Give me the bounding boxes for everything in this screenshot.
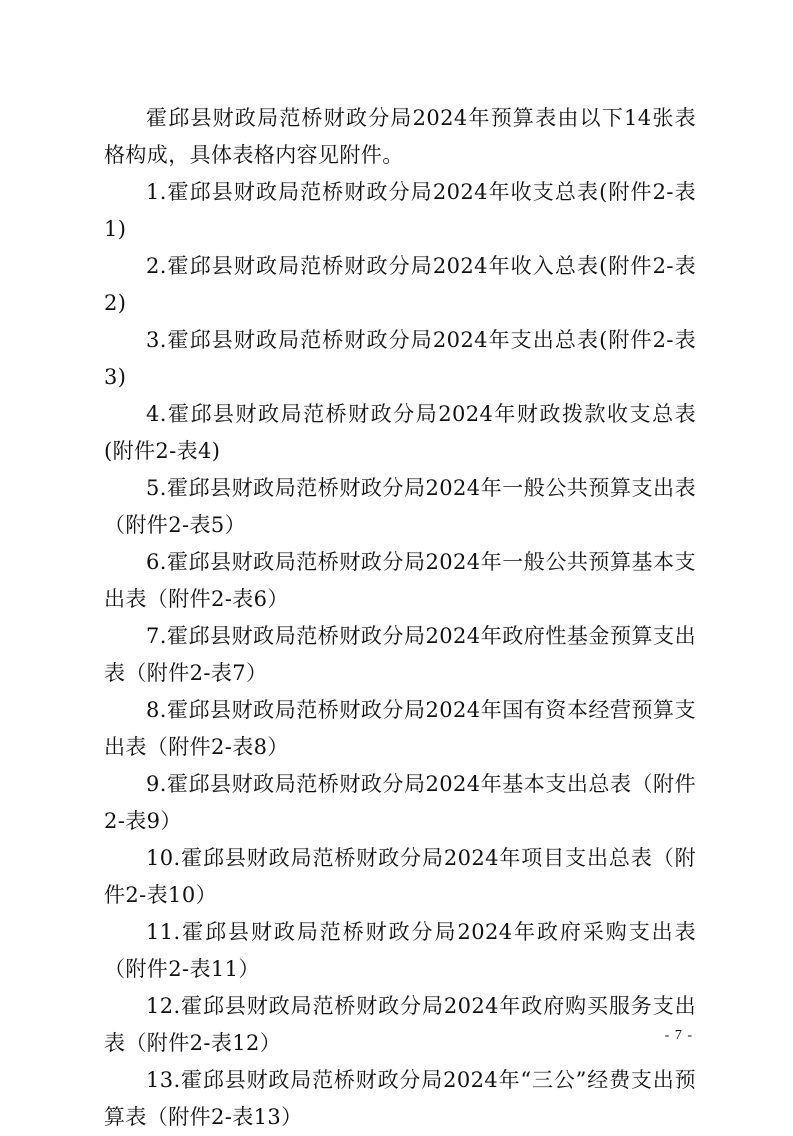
document-body [104,100,696,1136]
intro-paragraph: 霍邱县财政局范桥财政分局2024年预算表由以下14张表格构成，具体表格内容见附件。 [104,106,696,167]
list-item: 1.霍邱县财政局范桥财政分局2024年收支总表(附件2-表1) [104,180,696,241]
list-item: 5.霍邱县财政局范桥财政分局2024年一般公共预算支出表（附件2-表5） [104,476,696,537]
list-item: 11.霍邱县财政局范桥财政分局2024年政府采购支出表（附件2-表11） [104,920,696,981]
list-item: 2.霍邱县财政局范桥财政分局2024年收入总表(附件2-表2) [104,254,696,315]
page-number: - 7 - [664,1028,693,1043]
list-item: 10.霍邱县财政局范桥财政分局2024年项目支出总表（附件2-表10） [104,846,696,907]
list-item: 6.霍邱县财政局范桥财政分局2024年一般公共预算基本支出表（附件2-表6） [104,550,696,611]
list-item: 9.霍邱县财政局范桥财政分局2024年基本支出总表（附件2-表9） [104,772,696,833]
list-item: 7.霍邱县财政局范桥财政分局2024年政府性基金预算支出表（附件2-表7） [104,624,696,685]
list-item: 13.霍邱县财政局范桥财政分局2024年“三公”经费支出预算表（附件2-表13） [104,1068,696,1129]
list-item: 4.霍邱县财政局范桥财政分局2024年财政拨款收支总表(附件2-表4) [104,402,696,463]
list-item: 8.霍邱县财政局范桥财政分局2024年国有资本经营预算支出表（附件2-表8） [104,698,696,759]
list-item: 3.霍邱县财政局范桥财政分局2024年支出总表(附件2-表3) [104,328,696,389]
list-item: 12.霍邱县财政局范桥财政分局2024年政府购买服务支出表（附件2-表12） [104,994,696,1055]
